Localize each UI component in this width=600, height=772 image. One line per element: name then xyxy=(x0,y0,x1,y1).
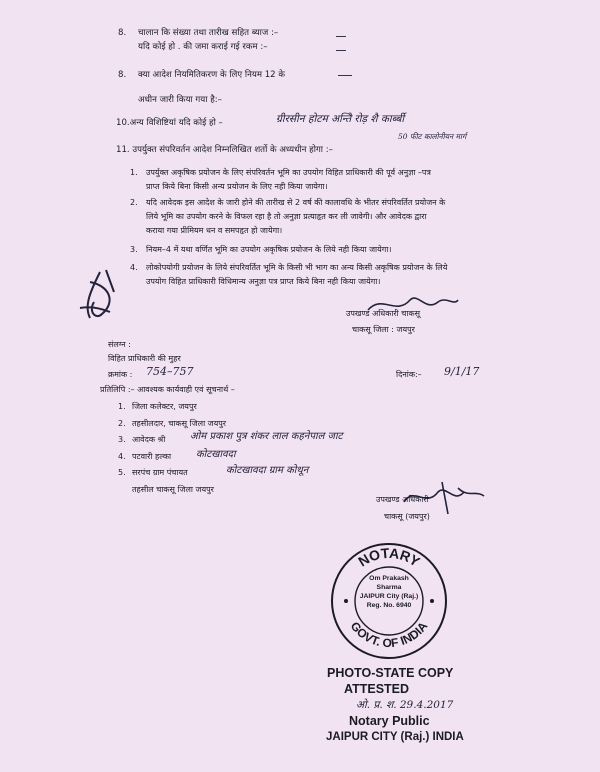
condition-line: लोकोपयोगी प्रयोजन के लिये संपरिवर्तित भूमि के किसी भी भाग का अन्य किसी अकृषिक प्रयोजन के लिये xyxy=(146,263,448,272)
item-8b-line2: अधीन जारी किया गया है:– xyxy=(138,95,222,105)
attest-line-attested: ATTESTED xyxy=(344,682,410,696)
copy-number: 3. xyxy=(118,435,126,444)
item-10-text: 10.अन्य विशिष्टियां यदि कोई हो – xyxy=(116,118,223,128)
condition-line: उपयोग विहित प्राधिकारी विधिमान्य अनुज्ञा पत्र प्राप्त किये बिना नही किया जायेगा। xyxy=(146,277,381,286)
blank-dash xyxy=(336,36,346,37)
kramank-value: 754–757 xyxy=(146,365,194,378)
stamp-notary-name: Om Prakash Sharma xyxy=(369,575,409,591)
condition-number: 4. xyxy=(130,263,138,272)
condition-line: प्राप्त किये बिना किसी अन्य प्रयोजन के लिए नही किया जायेगा। xyxy=(146,182,328,191)
condition-number: 3. xyxy=(130,245,138,254)
stamp-inner-details xyxy=(358,574,420,628)
blank-dash xyxy=(338,75,352,76)
item-8a-line2: यदि कोई हो . की जमा कराई गई रकम :– xyxy=(138,42,268,52)
patwari-handwriting: कोटखावदा xyxy=(196,449,236,460)
stamp-top-text: NOTARY xyxy=(355,544,423,570)
copy-to-heading: प्रतिलिपि :– आवश्यक कार्यवाही एवं सूचनार्थ – xyxy=(100,385,235,394)
condition-line: कराया गया प्रीमियम धन व समपहृत हो जायेगा। xyxy=(146,226,283,235)
copy-recipient: सरपंच ग्राम पंचायत xyxy=(132,468,188,477)
item-11-text: 11. उपर्युक्त संपरिवर्तन आदेश निम्नलिखित शर्तो के अध्यधीन होगा :– xyxy=(116,145,333,155)
attest-handwritten-date: ओ. प्र. श. 29.4.2017 xyxy=(356,699,454,711)
copy-number: 1. xyxy=(118,402,126,411)
item-8b-line1: क्या आदेश नियमितिकरण के लिए नियम 12 के xyxy=(138,70,285,80)
item-10-handwriting-2: 50 फीट कालोनीयन मार्ग xyxy=(398,132,467,141)
copy-number: 2. xyxy=(118,419,126,428)
item-8b-number: 8. xyxy=(118,70,127,80)
copy-recipient: आवेदक श्री xyxy=(132,435,166,444)
officer-signature-left xyxy=(70,262,140,332)
condition-line: यदि आवेदक इस आदेश के जारी होने की तारीख से 2 वर्ष की कालावधि के भीतर संपरिवर्तित प्रयोजन के xyxy=(146,198,446,207)
item-8a-number: 8. xyxy=(118,28,127,38)
applicant-handwriting: ओम प्रकाश पुत्र शंकर लाल कहनेपाल जाट xyxy=(190,431,343,442)
copy-number: 5. xyxy=(118,468,126,477)
enclosure-label: संलग्न : xyxy=(108,340,131,349)
item-10-handwriting: ग्रीरसीन होटम अन्‍तेि रोड़ शै कार्ब्बी xyxy=(276,113,405,125)
seal-label: विहित प्राधिकारी की मुहर xyxy=(108,354,181,363)
officer-place-2: चाकसू (जयपुर) xyxy=(384,512,430,521)
stamp-notary-city: JAIPUR City (Raj.) xyxy=(359,593,419,600)
kramank-label: क्रमांक : xyxy=(108,370,133,379)
officer-title-1: उपखण्ड अधिकारी चाकसू xyxy=(346,309,421,318)
attest-jaipur-city: JAIPUR CITY (Raj.) INDIA xyxy=(326,731,464,743)
copy-recipient: तहसील चाकसू जिला जयपुर xyxy=(132,485,214,494)
attest-notary-public: Notary Public xyxy=(349,714,430,728)
copy-number: 4. xyxy=(118,452,126,461)
date-value: 9/1/17 xyxy=(444,365,480,378)
condition-number: 2. xyxy=(130,198,138,207)
copy-recipient: तहसीलदार, चाकसू जिला जयपुर xyxy=(132,419,227,428)
officer-title-2: उपखण्ड अधिकारी xyxy=(376,495,429,504)
condition-number: 1. xyxy=(130,168,138,177)
condition-line: नियम–4 में यथा वर्णित भूमि का उपयोग अकृषिक प्रयोजन के लिये नही किया जायेगा। xyxy=(146,245,392,254)
stamp-bottom-text: GOVT. OF INDIA xyxy=(347,619,431,651)
copy-recipient: जिला कलेक्टर, जयपुर xyxy=(132,402,197,411)
date-label: दिनांक:– xyxy=(396,370,422,379)
stamp-reg-number: Reg. No. 6940 xyxy=(366,602,412,609)
officer-place-1: चाकसू जिला : जयपुर xyxy=(352,325,415,334)
condition-line: लिये भूमि का उपयोग करने के विफल रहा है तो अनुज्ञा प्रत्याहृत कर ली जावेगी। और आवेदक द्वारा xyxy=(146,212,427,221)
attest-line-photostate: PHOTO-STATE COPY xyxy=(327,666,454,680)
condition-line: उपर्युक्त अकृषिक प्रयोजन के लिए संपरिवर्तन भूमि का उपयोग विहित प्राधिकारी की पूर्व अनुज्ञा –पत्र xyxy=(146,168,431,177)
sarpanch-handwriting: कोटखावदा ग्राम कोथून xyxy=(226,465,309,476)
copy-recipient: पटवारी हल्का xyxy=(132,452,172,461)
blank-dash xyxy=(336,50,346,51)
item-8a-line1: चालान कि संख्या तथा तारीख सहित ब्याज :– xyxy=(138,28,279,38)
